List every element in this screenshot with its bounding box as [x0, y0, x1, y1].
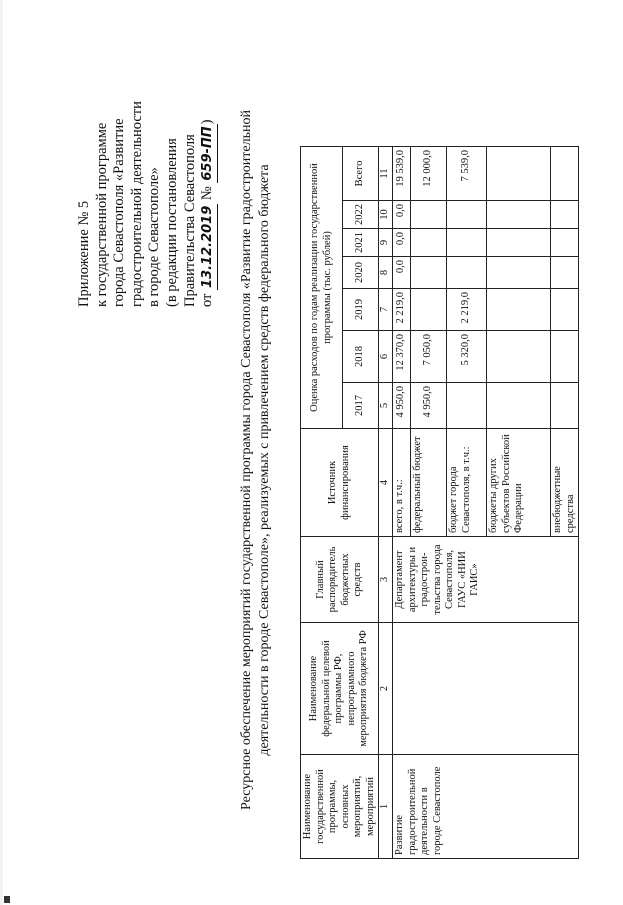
value-cell [551, 201, 579, 229]
column-number: 1 [379, 755, 393, 859]
header-fed-program: Наименование федеральной целевой программы РФ, непрограммного мероприятия бюджета РФ [301, 623, 379, 755]
value-cell [487, 289, 551, 331]
program-name-cell: Развитие градостроительной деятельности в городе Севастополе [393, 755, 579, 859]
value-cell: 7 050,0 [411, 331, 447, 383]
value-cell [551, 147, 579, 201]
column-number: 9 [379, 229, 393, 257]
header-cost-group: Оценка расходов по годам реализации государственной программы (тыс. рублей) [301, 147, 343, 429]
value-cell [487, 229, 551, 257]
appendix-line: (в редакции постановления [163, 138, 180, 307]
appendix-line: Правительства Севастополя [181, 134, 198, 307]
value-cell [551, 331, 579, 383]
column-number: 3 [379, 537, 393, 623]
source-cell: бюджет города Севастополя, в т.ч.: [447, 429, 487, 537]
appendix-date-line [199, 57, 218, 307]
value-cell [447, 383, 487, 429]
value-cell [487, 201, 551, 229]
handwritten-number: 659-ПП [199, 124, 218, 182]
appendix-line: города Севастополя «Развитие [111, 118, 128, 307]
appendix-line: к государственной программе [93, 122, 110, 307]
value-cell: 2 219,0 [393, 289, 411, 331]
value-cell [487, 257, 551, 289]
value-cell [411, 257, 447, 289]
value-cell: 4 950,0 [411, 383, 447, 429]
value-cell: 7 539,0 [447, 147, 487, 201]
value-cell [487, 383, 551, 429]
column-number: 2 [379, 623, 393, 755]
value-cell: 4 950,0 [393, 383, 411, 429]
scan-mark [4, 896, 10, 903]
value-cell [411, 201, 447, 229]
value-cell [447, 257, 487, 289]
value-cell: 0,0 [393, 201, 411, 229]
appendix-line: в городе Севастополе» [146, 167, 163, 307]
closing-paren: ) [199, 119, 216, 125]
source-cell: внебюджетные средства [551, 429, 579, 537]
value-cell [447, 229, 487, 257]
distributor-cell: Департамент архитектуры и градострои-тельства города Севастополя, ГАУС «НИИ ГАИС» [393, 537, 579, 623]
source-cell: всего, в т.ч.: [393, 429, 411, 537]
value-cell [551, 289, 579, 331]
column-number: 4 [379, 429, 393, 537]
value-cell: 2 219,0 [447, 289, 487, 331]
header-total: Всего [343, 147, 379, 201]
value-cell [551, 229, 579, 257]
header-year: 2022 [343, 201, 379, 229]
from-prefix: от [199, 293, 216, 307]
resource-table [300, 146, 579, 859]
header-year: 2018 [343, 331, 379, 383]
value-cell [551, 257, 579, 289]
value-cell: 5 320,0 [447, 331, 487, 383]
appendix-block [76, 57, 218, 307]
header-year: 2021 [343, 229, 379, 257]
value-cell [487, 147, 551, 201]
handwritten-date: 13.12.2019 [199, 204, 218, 290]
number-sign: № [199, 186, 216, 201]
appendix-line: Приложение № 5 [76, 200, 92, 307]
column-number: 11 [379, 147, 393, 201]
header-year: 2019 [343, 289, 379, 331]
column-number: 7 [379, 289, 393, 331]
value-cell [411, 289, 447, 331]
header-year: 2017 [343, 383, 379, 429]
value-cell [447, 201, 487, 229]
value-cell: 0,0 [393, 229, 411, 257]
value-cell: 19 539,0 [393, 147, 411, 201]
appendix-line: градостроительной деятельности [128, 101, 145, 307]
header-distributor: Главный распорядитель бюджетных средств [301, 537, 379, 623]
source-cell: бюджеты других субъектов Российской Федерации [487, 429, 551, 537]
column-number: 8 [379, 257, 393, 289]
value-cell [551, 383, 579, 429]
source-cell: федеральный бюджет [411, 429, 447, 537]
column-number: 6 [379, 331, 393, 383]
value-cell: 12 000,0 [411, 147, 447, 201]
header-program-name: Наименование государственной программы, основных мероприятий, мероприятий [301, 755, 379, 859]
value-cell [487, 331, 551, 383]
title-line-1: Ресурсное обеспечение мероприятий государственной программы города Севастополя «Развитие градостроительной [239, 110, 254, 810]
document-title [238, 35, 273, 885]
value-cell [411, 229, 447, 257]
column-number: 5 [379, 383, 393, 429]
header-source: Источник финансирования [301, 429, 379, 537]
column-number: 10 [379, 201, 393, 229]
value-cell: 0,0 [393, 257, 411, 289]
header-year: 2020 [343, 257, 379, 289]
value-cell: 12 370,0 [393, 331, 411, 383]
fed-program-cell [393, 623, 579, 755]
title-line-2: деятельности в городе Севастополе», реализуемых с привлечением средств федерального бюджета [256, 164, 272, 756]
